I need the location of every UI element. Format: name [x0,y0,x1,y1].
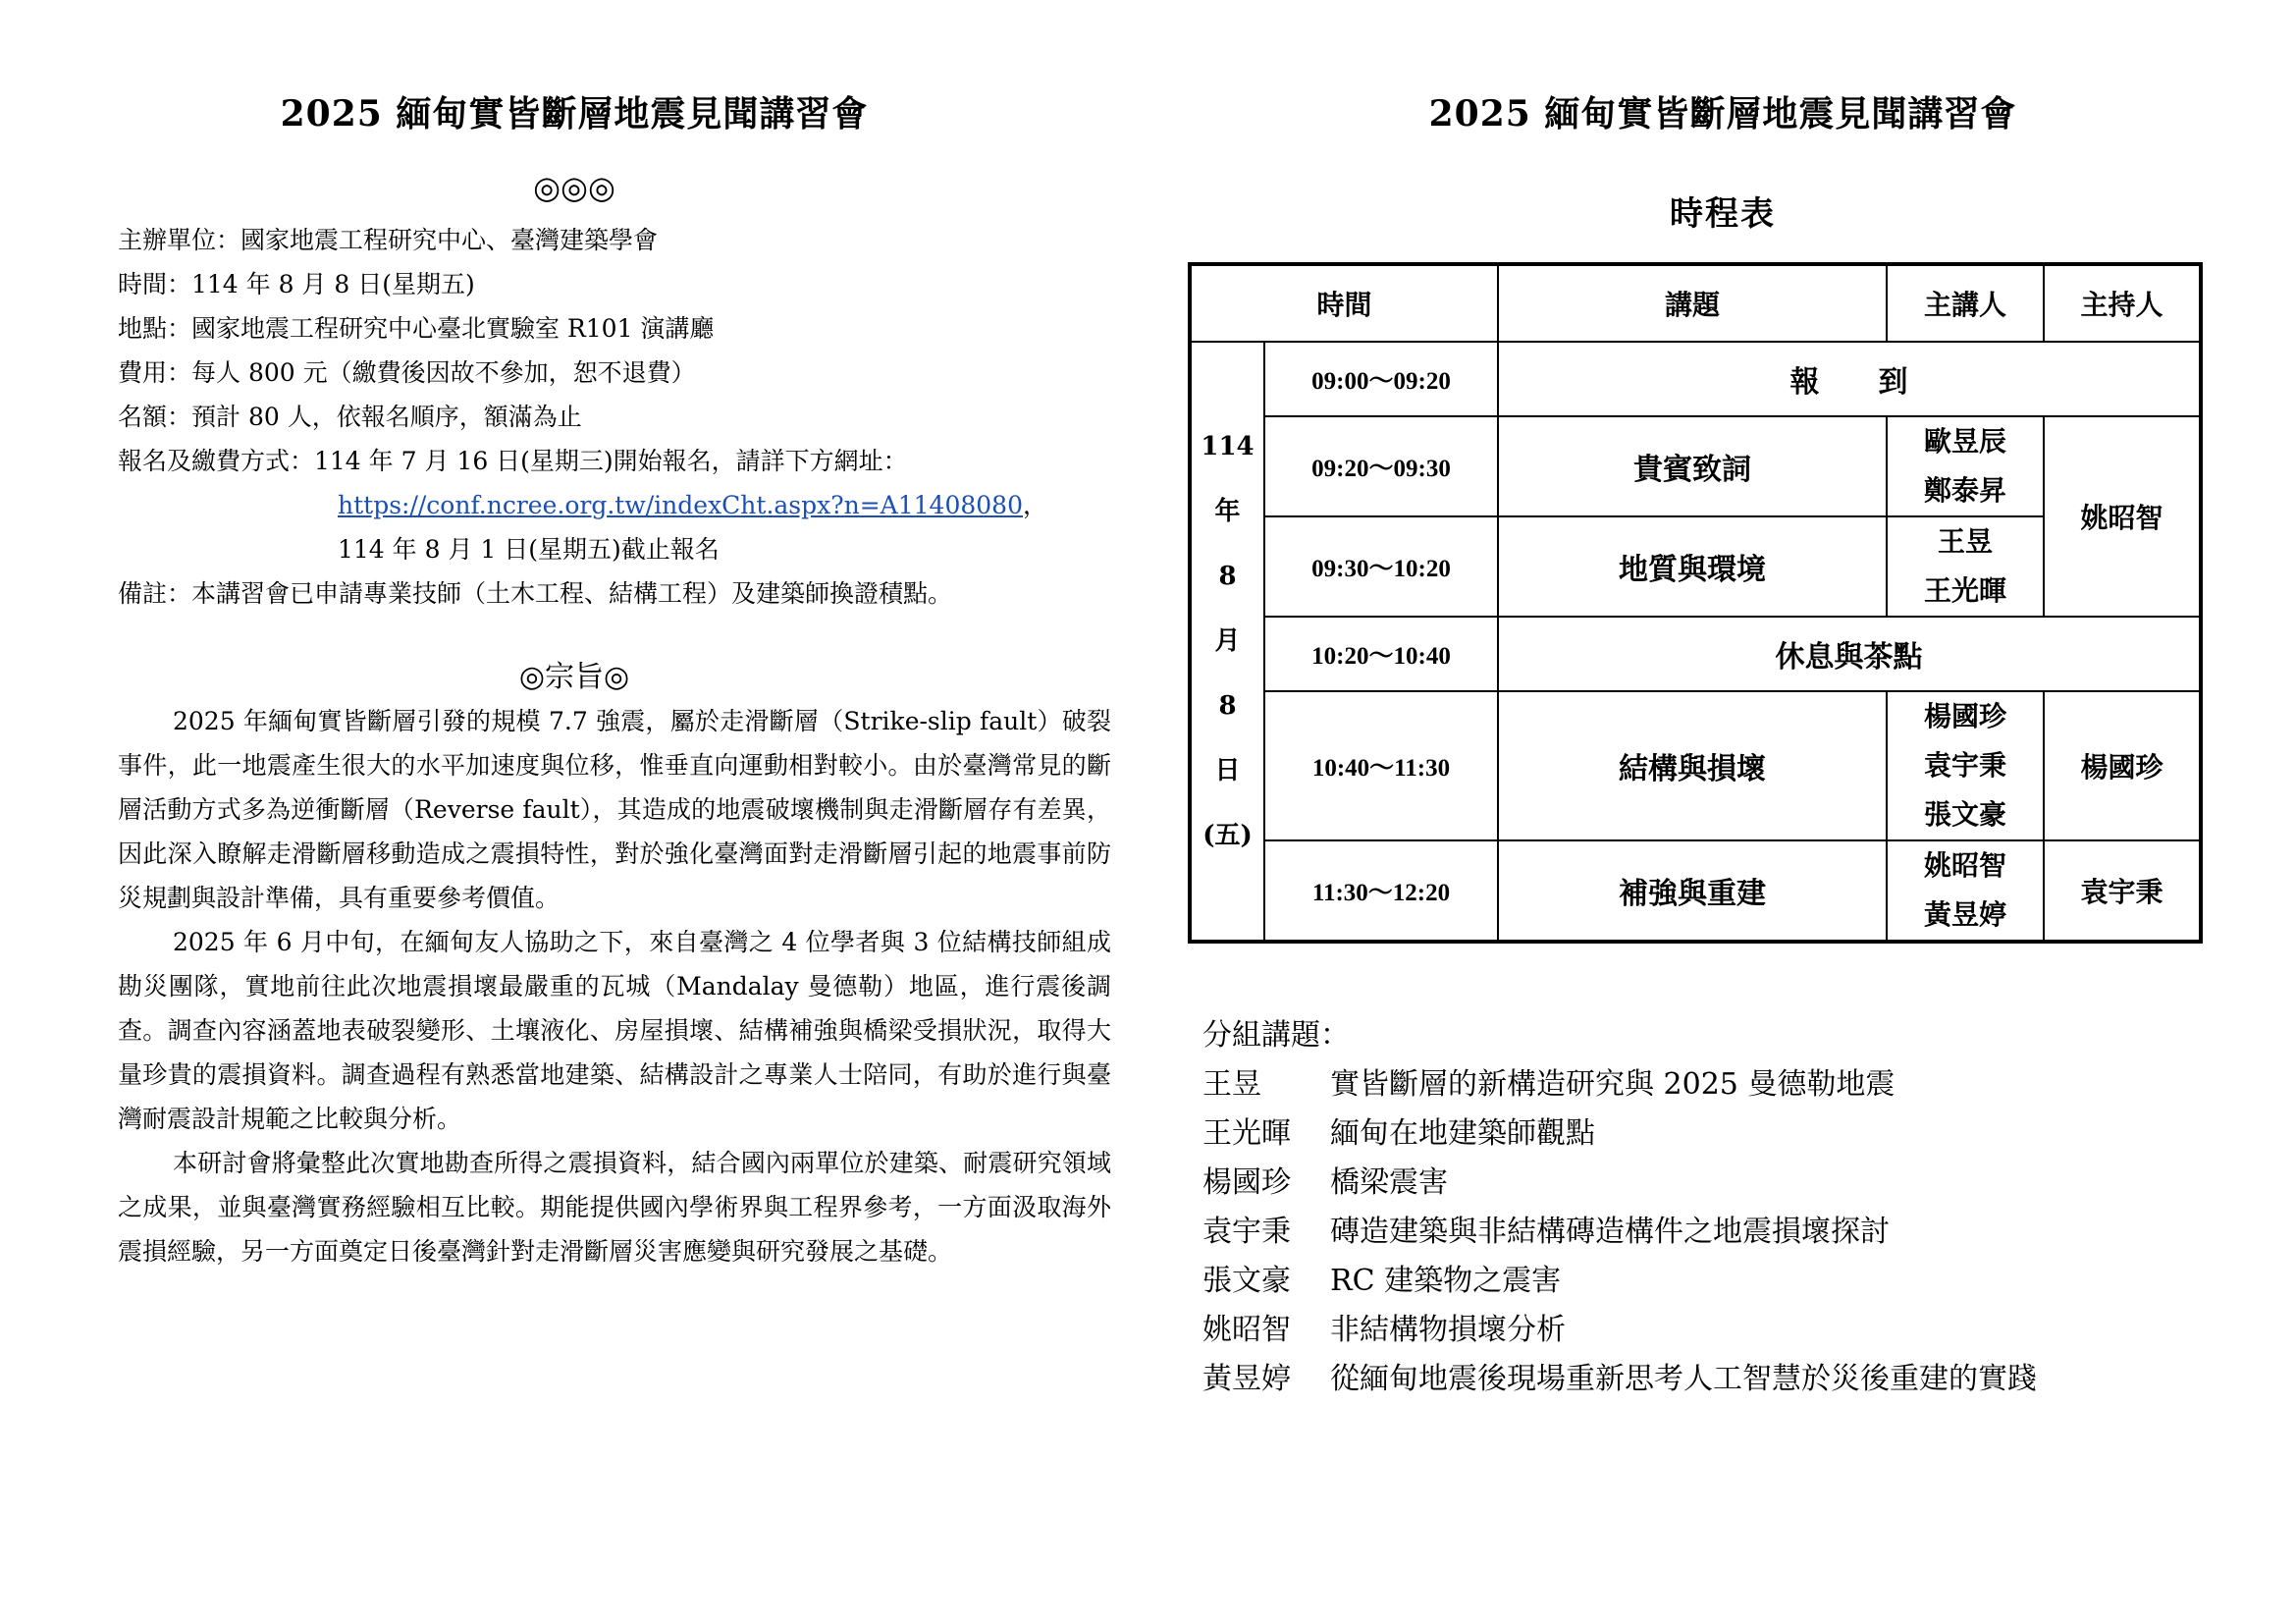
date-char: (五) [1202,821,1253,850]
deadline-line: 114 年 8 月 1 日(星期五)截止報名 [338,535,720,564]
speaker-name: 張文豪 [1923,798,2006,831]
speaker-cell [1887,416,2044,516]
host-cell: 楊國珍 [2044,691,2201,840]
quota-line: 名額：預計 80 人，依報名順序，額滿為止 [118,403,582,431]
purpose-heading: ◎宗旨◎ [518,660,630,694]
decorative-marks: ◎◎◎ [533,169,615,206]
speaker-name: 袁宇秉 [1923,749,2006,782]
topic-cell: 報 到 [1498,342,2201,416]
group-topic: RC 建築物之震害 [1330,1264,1562,1298]
date-char: 年 [1214,497,1241,526]
list-item [1202,1060,2223,1109]
table-row [1190,691,2201,840]
time-cell: 10:20～10:40 [1264,617,1498,691]
table-row [1190,342,2201,416]
group-speaker: 楊國珍 [1202,1165,1291,1200]
registration-link[interactable]: https://conf.ncree.org.tw/indexCht.aspx?n=A11408080 [338,491,1023,519]
date-char: 8 [1218,691,1237,721]
event-info [118,218,1129,616]
table-row [1190,617,2201,691]
topic-cell: 結構與損壞 [1498,691,1887,840]
time-cell: 09:20～09:30 [1264,416,1498,516]
speaker-name: 鄭泰昇 [1923,474,2006,507]
group-topics-label: 分組講題： [1202,1018,1350,1053]
speaker-name: 王光暉 [1923,574,2006,607]
time-cell: 09:30～10:20 [1264,516,1498,617]
registration-line: 報名及繳費方式：114 年 7 月 16 日(星期三)開始報名，請詳下方網址： [118,447,908,475]
group-speaker: 王光暉 [1202,1116,1291,1151]
topic-cell: 補強與重建 [1498,840,1887,942]
registration-url-line [118,483,1129,527]
list-item [1202,1109,2223,1159]
speaker-name: 黃昱婷 [1923,898,2006,931]
header-host: 主持人 [2044,264,2201,342]
table-row [1190,840,2201,942]
schedule-table [1188,262,2203,944]
host-cell: 姚昭智 [2044,416,2201,617]
date-char: 8 [1218,562,1237,591]
group-topic: 磚造建築與非結構磚造構件之地震損壞探討 [1330,1215,1890,1249]
date-char: 114 [1201,432,1255,461]
topic-cell: 休息與茶點 [1498,617,2201,691]
date-char: 日 [1214,756,1241,785]
fee-line: 費用：每人 800 元（繳費後因故不參加，恕不退費） [118,358,696,387]
speaker-name: 歐昱辰 [1923,425,2006,458]
group-topic: 橋梁震害 [1330,1165,1448,1200]
date-cell [1190,342,1264,942]
group-topic: 緬甸在地建築師觀點 [1330,1116,1595,1151]
header-speaker: 主講人 [1887,264,2044,342]
speaker-cell [1887,516,2044,617]
purpose-paragraph: 本研討會將彙整此次實地勘查所得之震損資料，結合國內兩單位於建築、耐震研究領域之成果，並與臺灣實務經驗相互比較。期能提供國內學術界與工程界參考，一方面汲取海外震損經驗，另一方面奠定日後臺灣針對走滑斷層災害應變與研究發展之基礎。 [118,1149,1111,1266]
right-page [1148,0,2296,1623]
group-topic: 實皆斷層的新構造研究與 2025 曼德勒地震 [1330,1067,1896,1102]
list-item [1202,1159,2223,1208]
group-speaker: 袁宇秉 [1202,1215,1291,1249]
header-topic: 講題 [1498,264,1887,342]
topic-cell: 地質與環境 [1498,516,1887,617]
group-speaker: 張文豪 [1202,1264,1291,1298]
speaker-name: 姚昭智 [1923,849,2006,882]
speaker-name: 楊國珍 [1923,700,2006,732]
list-item [1202,1355,2223,1404]
purpose-text [118,699,1111,1273]
schedule-heading: 時程表 [1670,194,1776,234]
list-item [1202,1306,2223,1355]
group-speaker: 姚昭智 [1202,1313,1291,1347]
url-suffix: ， [1022,491,1047,519]
page-title: 2025 緬甸實皆斷層地震見聞講習會 [1428,93,2017,135]
table-header-row [1190,264,2201,342]
location-line: 地點：國家地震工程研究中心臺北實驗室 R101 演講廳 [118,314,715,343]
purpose-paragraph: 2025 年緬甸實皆斷層引發的規模 7.7 強震，屬於走滑斷層（Strike-slip fault）破裂事件，此一地震產生很大的水平加速度與位移，惟垂直向運動相對較小。由於臺灣常見的斷層活動方式多為逆衝斷層（Reverse fault），其造成的地震破壞機制與走滑斷層存有差異，因此深入瞭解走滑斷層移動造成之震損特性，對於強化臺灣面對走滑斷層引起的地震事前防災規劃與設計準備，具有重要參考價值。 [118,707,1111,912]
group-speaker: 王昱 [1202,1067,1261,1102]
speaker-cell [1887,840,2044,942]
page-title: 2025 緬甸實皆斷層地震見聞講習會 [280,93,869,135]
list-item [1202,1208,2223,1257]
time-cell: 11:30～12:20 [1264,840,1498,942]
group-topic: 非結構物損壞分析 [1330,1313,1566,1347]
note-line: 備註：本講習會已申請專業技師（土木工程、結構工程）及建築師換證積點。 [118,579,953,608]
speaker-name: 王昱 [1937,525,1993,558]
list-item [1202,1257,2223,1306]
time-cell: 09:00～09:20 [1264,342,1498,416]
host-cell: 袁宇秉 [2044,840,2201,942]
topic-cell: 貴賓致詞 [1498,416,1887,516]
time-line: 時間：114 年 8 月 8 日(星期五) [118,270,475,298]
date-char: 月 [1214,626,1241,656]
time-cell: 10:40～11:30 [1264,691,1498,840]
group-topics [1202,1011,2223,1404]
header-time: 時間 [1190,264,1498,342]
table-row [1190,416,2201,516]
speaker-cell [1887,691,2044,840]
group-speaker: 黃昱婷 [1202,1362,1291,1396]
organizer-line: 主辦單位：國家地震工程研究中心、臺灣建築學會 [118,226,659,254]
group-topic: 從緬甸地震後現場重新思考人工智慧於災後重建的實踐 [1330,1362,2037,1396]
purpose-paragraph: 2025 年 6 月中旬，在緬甸友人協助之下，來自臺灣之 4 位學者與 3 位結構技師組成勘災團隊，實地前往此次地震損壞最嚴重的瓦城（Mandalay 曼德勒）地區，進行震後調查。調查內容涵蓋地表破裂變形、土壤液化、房屋損壞、結構補強與橋梁受損狀況，取得大量珍貴的震損資料。調查過程有熟悉當地建築、結構設計之專業人士陪同，有助於進行與臺灣耐震設計規範之比較與分析。 [118,928,1111,1133]
